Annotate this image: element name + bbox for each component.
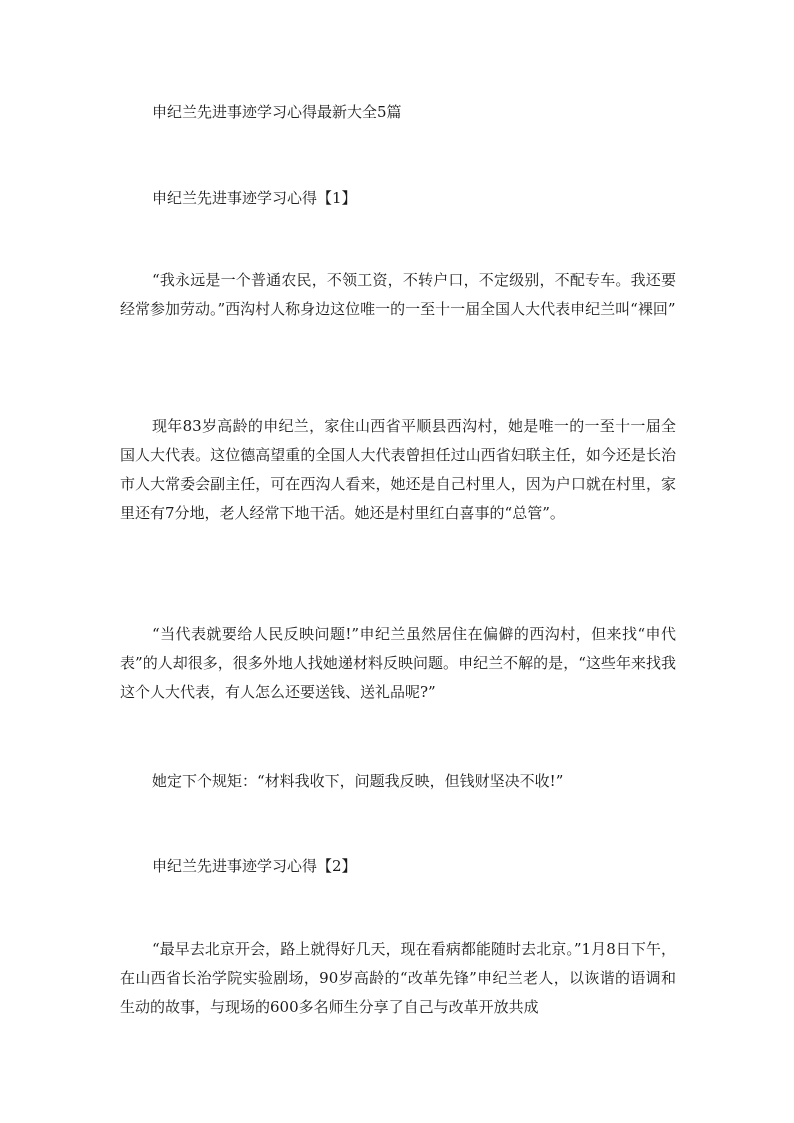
paragraph: 她定下个规矩：“材料我收下，问题我反映，但钱财坚决不收!” xyxy=(152,772,564,790)
document-title: 申纪兰先进事迹学习心得最新大全5篇 xyxy=(152,103,402,121)
paragraph: “最早去北京开会，路上就得好几天，现在看病都能随时去北京。”1月8日下午，在山西省长治学院实验剧场，90岁高龄的“改革先锋”申纪兰老人，以诙谐的语调和生动的故事，与现场的600多名师生分享了自己与改革开放共成 xyxy=(120,940,676,1016)
paragraph: “我永远是一个普通农民，不领工资，不转户口，不定级别，不配专车。我还要经常参加劳动。”西沟村人称身边这位唯一的一至十一届全国人大代表申纪兰叫“裸回” xyxy=(120,271,676,318)
paragraph: 现年83岁高龄的申纪兰，家住山西省平顺县西沟村，她是唯一的一至十一届全国人大代表。这位德高望重的全国人大代表曾担任过山西省妇联主任，如今还是长治市人大常委会副主任，可在西沟人看来，她还是自己村里人，因为户口就在村里，家里还有7分地，老人经常下地干活。她还是村里红白喜事的“总管”。 xyxy=(120,417,676,522)
paragraph: “当代表就要给人民反映问题!”申纪兰虽然居住在偏僻的西沟村，但来找“申代表”的人却很多，很多外地人找她递材料反映问题。申纪兰不解的是，“这些年来找我这个人大代表，有人怎么还要送钱、送礼品呢?” xyxy=(120,625,676,701)
section-heading-2: 申纪兰先进事迹学习心得【2】 xyxy=(152,857,357,875)
section-heading-1: 申纪兰先进事迹学习心得【1】 xyxy=(152,189,357,207)
